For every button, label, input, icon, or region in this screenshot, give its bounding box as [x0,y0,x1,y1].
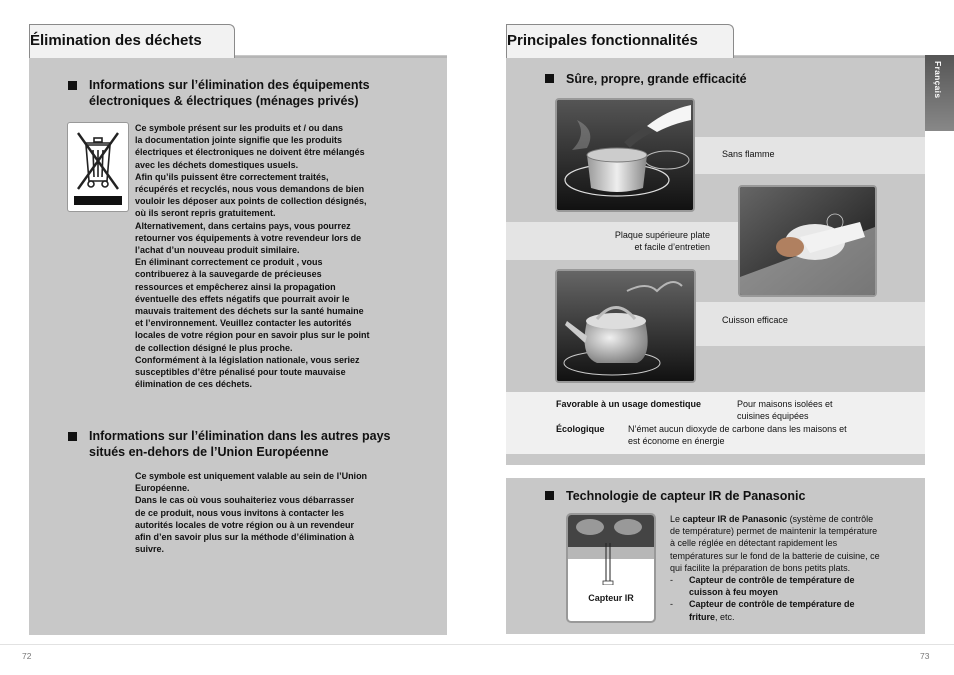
footer-divider [0,644,954,645]
bullet-square-icon [545,491,554,500]
right-page-title: Principales fonctionnalités [507,32,698,49]
section2-heading: Informations sur l’élimination dans les autres pays situés en-dehors de l’Union Européenne [89,429,391,459]
ir-heading: Technologie de capteur IR de Panasonic [566,489,806,503]
tab-principales-fonctionnalites [506,24,734,58]
page-number-right: 73 [920,651,930,661]
photo-cleaning-cooktop [738,185,877,297]
cooktop-ir-icon [568,515,654,585]
ir-bullet-2: - Capteur de contrôle de température de friture, etc. [670,599,855,622]
tab-underline-left [235,56,447,58]
tab-underline-right [734,56,925,58]
ir-sensor-label: Capteur IR [588,593,634,603]
summary-row2-value: N’émet aucun dioxyde de carbone dans les maisons et est économe en énergie [628,424,847,447]
caption-efficient: Cuisson efficace [722,315,788,325]
ir-bullet-1: - Capteur de contrôle de température de cuisson à feu moyen [670,575,855,598]
photo-kettle-on-cooktop [555,269,696,383]
left-page-title: Élimination des déchets [30,32,202,49]
summary-row1-value: Pour maisons isolées et cuisines équipées [737,399,833,422]
bullet-square-icon [68,81,77,90]
section1-body: Ce symbole présent sur les produits et / ou dans la documentation jointe signifie que les produits électriques et électroniques ne doivent être mélangés avec les déchets domestiques usuels. Afin qu’ils puissent être correctement traités, récupérés et recyclés, nous vous demandons de bien vouloir les déposer aux points de collection désignés, où ils seront repris gratuitement. Alternativement, dans certains pays, vous pourrez retourner vos équipements à votre revendeur lors de l’achat d’un nouveau produit similaire. En éliminant correctement ce produit , vous contribuerez à la sauvegarde de précieuses ressources et empêcherez ainsi la propagation éventuelle des effets négatifs que pourrait avoir le mauvais traitement des déchets sur la santé humaine et l’environnement. Veuillez contacter les autorités locales de votre région pour en savoir plus sur le point de collection désigné le plus proche. Conformément à la législation nationale, vous seriez susceptibles d’être pénalisé pour toute mauvaise élimination de ces déchets. [135,123,370,390]
features-heading: Sûre, propre, grande efficacité [566,72,747,86]
section1-heading: Informations sur l’élimination des équipements électroniques & électriques (ménages privés) [89,78,370,108]
summary-row1-label: Favorable à un usage domestique [556,399,702,409]
weee-crossed-bin-icon [67,122,129,212]
page-number-left: 72 [22,651,32,661]
section2-body: Ce symbole est uniquement valable au sein de l’Union Européenne. Dans le cas où vous souhaiteriez vous débarrasser de ce produit, nous vous invitons à contacter les autorités locales de votre région ou à un revendeur afin d’en savoir plus sur la méthode d’élimination à suivre. [135,471,368,555]
bullet-square-icon [68,432,77,441]
photo-pot-on-cooktop [555,98,695,212]
ir-sensor-illustration [566,513,656,623]
caption-flat-plate: Plaque supérieure plate et facile d’entretien [614,230,710,253]
tab-elimination-des-dechets [29,24,235,58]
caption-no-flame: Sans flamme [722,149,775,159]
bullet-square-icon [545,74,554,83]
summary-row2-label: Écologique [556,424,605,434]
language-label: Français [933,61,943,99]
ir-description: Le capteur IR de Panasonic (système de contrôle de température) permet de maintenir la température à celle réglée en détectant rapidement les températures sur le fond de la batterie de cuisine, ce qui facilite la préparation de bons petits plats. - Capteur de contrôle de température de cuisson à feu moyen - Capteur de contrôle de température de friture, etc. [670,513,915,623]
language-side-tab [925,55,954,131]
